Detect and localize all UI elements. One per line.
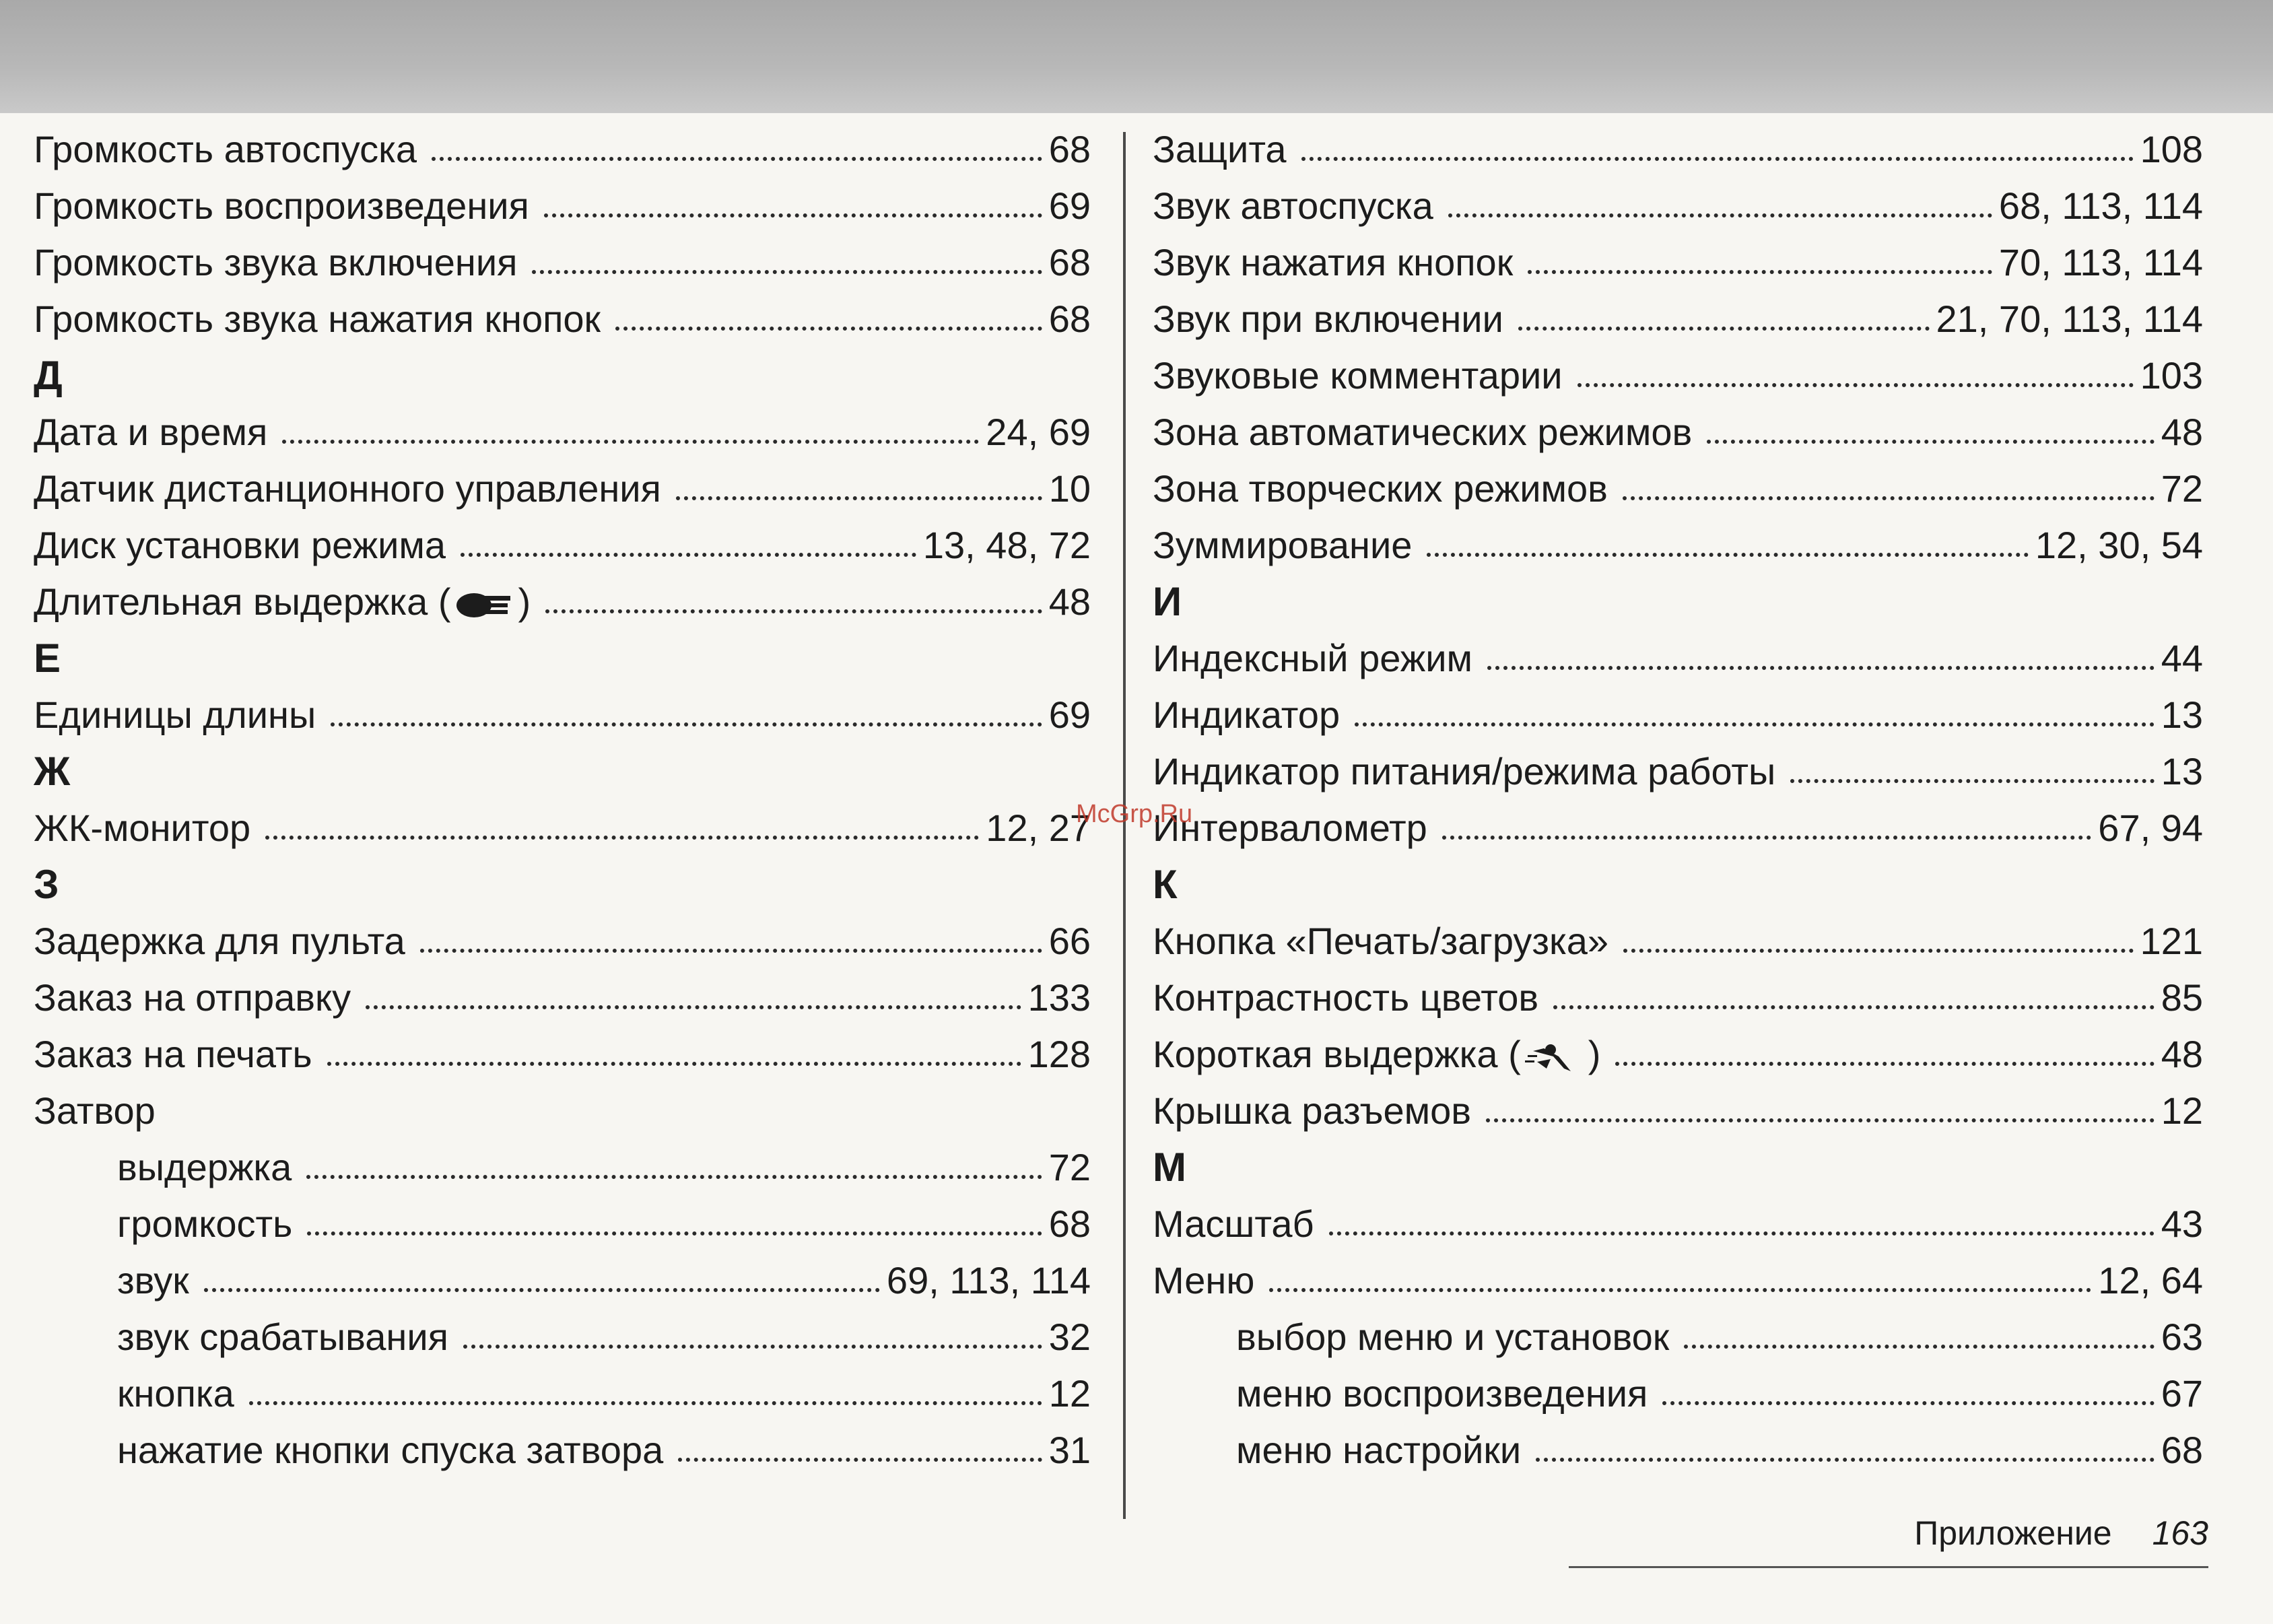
- index-term: [34, 178, 529, 234]
- index-page-refs: 68, 113, 114: [1998, 184, 2203, 227]
- index-term: [1153, 404, 1692, 461]
- index-term-text: нажатие кнопки спуска затвора: [117, 1429, 664, 1471]
- index-term: [1236, 1422, 1521, 1479]
- index-term-text: Громкость автоспуска: [34, 128, 417, 170]
- dot-leader: [306, 1175, 1042, 1179]
- index-page-refs: 72: [2161, 467, 2203, 510]
- index-page-refs: 68: [1048, 1203, 1091, 1245]
- footer-section-title: Приложение: [1914, 1514, 2112, 1552]
- dot-leader: [204, 1288, 880, 1292]
- dot-leader: [282, 440, 979, 444]
- footer-rule: [1569, 1566, 2208, 1568]
- index-term-text: Задержка для пульта: [34, 920, 405, 962]
- dot-leader: [366, 1005, 1021, 1009]
- index-page-refs: 121: [2140, 920, 2203, 962]
- index-term: [117, 1139, 292, 1196]
- index-term: [1153, 1083, 1471, 1139]
- index-term: [1153, 347, 1563, 404]
- index-term: [1153, 743, 1775, 800]
- index-term: [34, 800, 250, 856]
- index-term-text: Индикатор питания/режима работы: [1153, 750, 1776, 792]
- index-page-refs: 68: [1048, 298, 1091, 340]
- index-page-refs: 67, 94: [2098, 807, 2203, 849]
- index-entry: [1153, 234, 2203, 291]
- index-entry: [34, 970, 1091, 1026]
- dot-leader: [1553, 1005, 2155, 1009]
- index-page-refs: 85: [2161, 976, 2203, 1019]
- dot-leader: [1615, 1062, 2154, 1066]
- index-entry: [34, 687, 1091, 743]
- index-letter-heading: [1153, 1139, 2203, 1196]
- index-letter-heading: [34, 347, 1091, 404]
- index-term-text: кнопка: [117, 1372, 234, 1415]
- index-term: [1153, 1026, 1600, 1083]
- index-term: [1236, 1309, 1669, 1365]
- index-entry: [34, 234, 1091, 291]
- index-term-text: Громкость воспроизведения: [34, 184, 529, 227]
- dot-leader: [1684, 1345, 2154, 1349]
- index-term-text: Звук нажатия кнопок: [1153, 241, 1514, 283]
- index-term-text: Короткая выдержка (: [1153, 1033, 1521, 1075]
- index-subentry: [34, 1252, 1091, 1309]
- index-term-text: звук срабатывания: [117, 1316, 448, 1358]
- index-term-text: Звук автоспуска: [1153, 184, 1433, 227]
- index-term-text: громкость: [117, 1203, 293, 1245]
- index-entry: [1153, 291, 2203, 347]
- index-term-text: Громкость звука нажатия кнопок: [34, 298, 601, 340]
- letter: Е: [34, 636, 61, 681]
- index-term-suffix: ): [1588, 1033, 1601, 1075]
- index-entry: [1153, 913, 2203, 970]
- index-page-refs: 69: [1048, 184, 1091, 227]
- index-page-refs: 21, 70, 113, 114: [1936, 298, 2203, 340]
- index-subentry: [34, 1139, 1091, 1196]
- index-entry: [34, 517, 1091, 574]
- index-term: [34, 404, 267, 461]
- index-term-text: Датчик дистанционного управления: [34, 467, 661, 510]
- index-page-refs: 10: [1048, 467, 1091, 510]
- dot-leader: [1790, 779, 2154, 783]
- index-entry: [1153, 404, 2203, 461]
- index-entry: [34, 178, 1091, 234]
- letter: К: [1153, 862, 1178, 907]
- index-term: [34, 574, 531, 630]
- index-term-text: ЖК-монитор: [34, 807, 251, 849]
- index-page-refs: 68: [1048, 128, 1091, 170]
- dot-leader: [249, 1401, 1042, 1405]
- index-term-text: Интервалометр: [1153, 807, 1427, 849]
- dot-leader: [1577, 383, 2134, 387]
- index-page-refs: 69, 113, 114: [886, 1259, 1091, 1301]
- index-term-text: Индикатор: [1153, 693, 1341, 736]
- index-page-refs: 13: [2161, 693, 2203, 736]
- dot-leader: [1448, 213, 1992, 217]
- dot-leader: [545, 609, 1042, 613]
- index-entry: [1153, 461, 2203, 517]
- index-term-text: Защита: [1153, 128, 1287, 170]
- dot-leader: [1486, 1118, 2155, 1122]
- index-subentry: [34, 1422, 1091, 1479]
- index-term-text: Громкость звука включения: [34, 241, 518, 283]
- index-term-text: Зона творческих режимов: [1153, 467, 1608, 510]
- index-term: [1153, 687, 1340, 743]
- index-term: [34, 517, 446, 574]
- index-term: [117, 1196, 292, 1252]
- index-term-text: звук: [117, 1259, 189, 1301]
- index-page-refs: 32: [1048, 1316, 1091, 1358]
- index-page-refs: 12, 64: [2098, 1259, 2203, 1301]
- index-page-refs: 12: [2161, 1089, 2203, 1132]
- index-entry: [34, 574, 1091, 630]
- index-page-refs: 48: [2161, 411, 2203, 453]
- dot-leader: [676, 496, 1042, 500]
- index-term: [1153, 970, 1538, 1026]
- index-page-refs: 12, 27: [986, 807, 1091, 849]
- index-term: [1153, 630, 1472, 687]
- dot-leader: [1269, 1288, 2091, 1292]
- index-entry: [1153, 1252, 2203, 1309]
- dot-leader: [544, 213, 1042, 217]
- page-footer: [1569, 1514, 2208, 1553]
- index-entry: [34, 1026, 1091, 1083]
- dot-leader: [1536, 1458, 2155, 1462]
- index-term-text: Кнопка «Печать/загрузка»: [1153, 920, 1609, 962]
- dot-leader: [1427, 553, 2029, 557]
- index-entry: [1153, 121, 2203, 178]
- index-page-refs: 48: [2161, 1033, 2203, 1075]
- index-page-refs: 128: [1027, 1033, 1091, 1075]
- dot-leader: [678, 1458, 1042, 1462]
- dot-leader: [432, 157, 1042, 161]
- index-page-refs: 67: [2161, 1372, 2203, 1415]
- dot-leader: [1329, 1231, 2155, 1236]
- index-entry: [1153, 347, 2203, 404]
- index-page-refs: 108: [2140, 128, 2203, 170]
- index-entry: [34, 121, 1091, 178]
- index-letter-heading: [1153, 574, 2203, 630]
- index-term: [1153, 178, 1433, 234]
- dot-leader: [420, 949, 1042, 953]
- dot-leader: [463, 1345, 1042, 1349]
- letter: З: [34, 862, 59, 907]
- index-entry: [1153, 687, 2203, 743]
- fast-shutter-mode-icon: [1524, 1042, 1586, 1073]
- top-gray-band: [0, 0, 2273, 113]
- dot-leader: [461, 553, 916, 557]
- index-term: [1153, 234, 1513, 291]
- index-term-text: Масштаб: [1153, 1203, 1314, 1245]
- dot-leader: [1442, 836, 2092, 840]
- index-entry: [1153, 800, 2203, 856]
- index-term: [34, 291, 601, 347]
- index-term-text: Меню: [1153, 1259, 1255, 1301]
- dot-leader: [1707, 440, 2154, 444]
- index-entry: [34, 913, 1091, 970]
- page-number: 163: [2152, 1514, 2208, 1552]
- index-page-refs: 12: [1048, 1372, 1091, 1415]
- index-subentry: [34, 1309, 1091, 1365]
- index-page-refs: 43: [2161, 1203, 2203, 1245]
- index-page-refs: 13, 48, 72: [922, 524, 1091, 566]
- index-term-text: Единицы длины: [34, 693, 316, 736]
- index-page-refs: 133: [1027, 976, 1091, 1019]
- index-term: [117, 1365, 234, 1422]
- index-term: [1236, 1365, 1648, 1422]
- index-entry: [1153, 743, 2203, 800]
- index-term-suffix: ): [518, 580, 531, 623]
- index-page-refs: 70, 113, 114: [1998, 241, 2203, 283]
- index-term: Затвор: [34, 1089, 156, 1132]
- index-page-refs: 66: [1048, 920, 1091, 962]
- index-term-text: Диск установки режима: [34, 524, 446, 566]
- dot-leader: [1662, 1401, 2154, 1405]
- index-term-text: Звуковые комментарии: [1153, 354, 1563, 397]
- index-page-refs: 103: [2140, 354, 2203, 397]
- index-term-text: Крышка разъемов: [1153, 1089, 1472, 1132]
- dot-leader: [327, 1062, 1021, 1066]
- dot-leader: [1518, 327, 1930, 331]
- index-term-text: меню воспроизведения: [1236, 1372, 1648, 1415]
- letter: Ж: [34, 749, 71, 794]
- index-entry: [1153, 1026, 2203, 1083]
- index-term: [1153, 517, 1412, 574]
- index-term-text: меню настройки: [1236, 1429, 1522, 1471]
- index-term: [117, 1309, 448, 1365]
- index-term-text: Индексный режим: [1153, 637, 1473, 679]
- index-term-text: выбор меню и установок: [1236, 1316, 1670, 1358]
- index-term-text: Дата и время: [34, 411, 268, 453]
- index-page-refs: 68: [2161, 1429, 2203, 1471]
- index-entry: [34, 800, 1091, 856]
- index-term: [34, 461, 661, 517]
- index-term-text: Зона автоматических режимов: [1153, 411, 1693, 453]
- index-page-refs: 72: [1048, 1146, 1091, 1188]
- index-term: [1153, 913, 1608, 970]
- index-term: [34, 970, 351, 1026]
- index-term: [1153, 800, 1427, 856]
- index-column-left: [34, 121, 1091, 1479]
- index-term-text: Заказ на печать: [34, 1033, 312, 1075]
- index-entry: [34, 291, 1091, 347]
- dot-leader: [265, 836, 979, 840]
- index-term: [34, 121, 417, 178]
- dot-leader: [615, 327, 1042, 331]
- index-page-refs: 12, 30, 54: [2035, 524, 2203, 566]
- index-entry: [34, 404, 1091, 461]
- index-term: [34, 234, 517, 291]
- index-page-refs: 69: [1048, 693, 1091, 736]
- index-letter-heading: [1153, 856, 2203, 913]
- index-entry: [34, 461, 1091, 517]
- index-term: [1153, 1196, 1314, 1252]
- index-entry: [1153, 517, 2203, 574]
- index-page-refs: 44: [2161, 637, 2203, 679]
- index-term: [117, 1422, 663, 1479]
- letter: М: [1153, 1145, 1186, 1190]
- index-term: [1153, 1252, 1254, 1309]
- index-term: [1153, 121, 1287, 178]
- index-letter-heading: [34, 856, 1091, 913]
- letter: И: [1153, 579, 1182, 624]
- index-page-refs: 24, 69: [986, 411, 1091, 453]
- dot-leader: [1301, 157, 2134, 161]
- index-page-refs: 48: [1048, 580, 1091, 623]
- index-subentry: [1153, 1309, 2203, 1365]
- index-term: [34, 913, 405, 970]
- index-page-refs: 68: [1048, 241, 1091, 283]
- dot-leader: [1623, 496, 2155, 500]
- index-page-refs: 31: [1048, 1429, 1091, 1471]
- index-term: [34, 687, 316, 743]
- letter: Д: [34, 353, 63, 398]
- index-subentry: [1153, 1365, 2203, 1422]
- index-term-text: Заказ на отправку: [34, 976, 351, 1019]
- dot-leader: [1528, 270, 1992, 274]
- index-entry: [1153, 178, 2203, 234]
- index-entry: [1153, 1196, 2203, 1252]
- index-entry: [1153, 630, 2203, 687]
- index-entry: [1153, 970, 2203, 1026]
- index-term-text: Звук при включении: [1153, 298, 1503, 340]
- index-entry: [1153, 1083, 2203, 1139]
- index-page-refs: 13: [2161, 750, 2203, 792]
- index-term: [1153, 291, 1503, 347]
- index-letter-heading: [34, 743, 1091, 800]
- index-term-text: Длительная выдержка (: [34, 580, 451, 623]
- watermark: McGrp.Ru: [1076, 800, 1193, 828]
- index-term: [34, 1026, 312, 1083]
- index-column-right: [1153, 121, 2203, 1479]
- dot-leader: [532, 270, 1042, 274]
- index-subentry: [34, 1196, 1091, 1252]
- index-term: [117, 1252, 189, 1309]
- index-term-text: Зуммирование: [1153, 524, 1413, 566]
- index-term-text: Контрастность цветов: [1153, 976, 1539, 1019]
- index-letter-heading: [34, 630, 1091, 687]
- index-term-text: выдержка: [117, 1146, 292, 1188]
- index-term: [1153, 461, 1608, 517]
- dot-leader: [1623, 949, 2134, 953]
- dot-leader: [1355, 722, 2155, 726]
- dot-leader: [1487, 666, 2155, 670]
- index-group-heading: [34, 1083, 1091, 1139]
- dot-leader: [331, 722, 1042, 726]
- index-subentry: [1153, 1422, 2203, 1479]
- dot-leader: [307, 1231, 1042, 1236]
- long-exposure-mode-icon: [454, 589, 516, 620]
- index-subentry: [34, 1365, 1091, 1422]
- index-page-refs: 63: [2161, 1316, 2203, 1358]
